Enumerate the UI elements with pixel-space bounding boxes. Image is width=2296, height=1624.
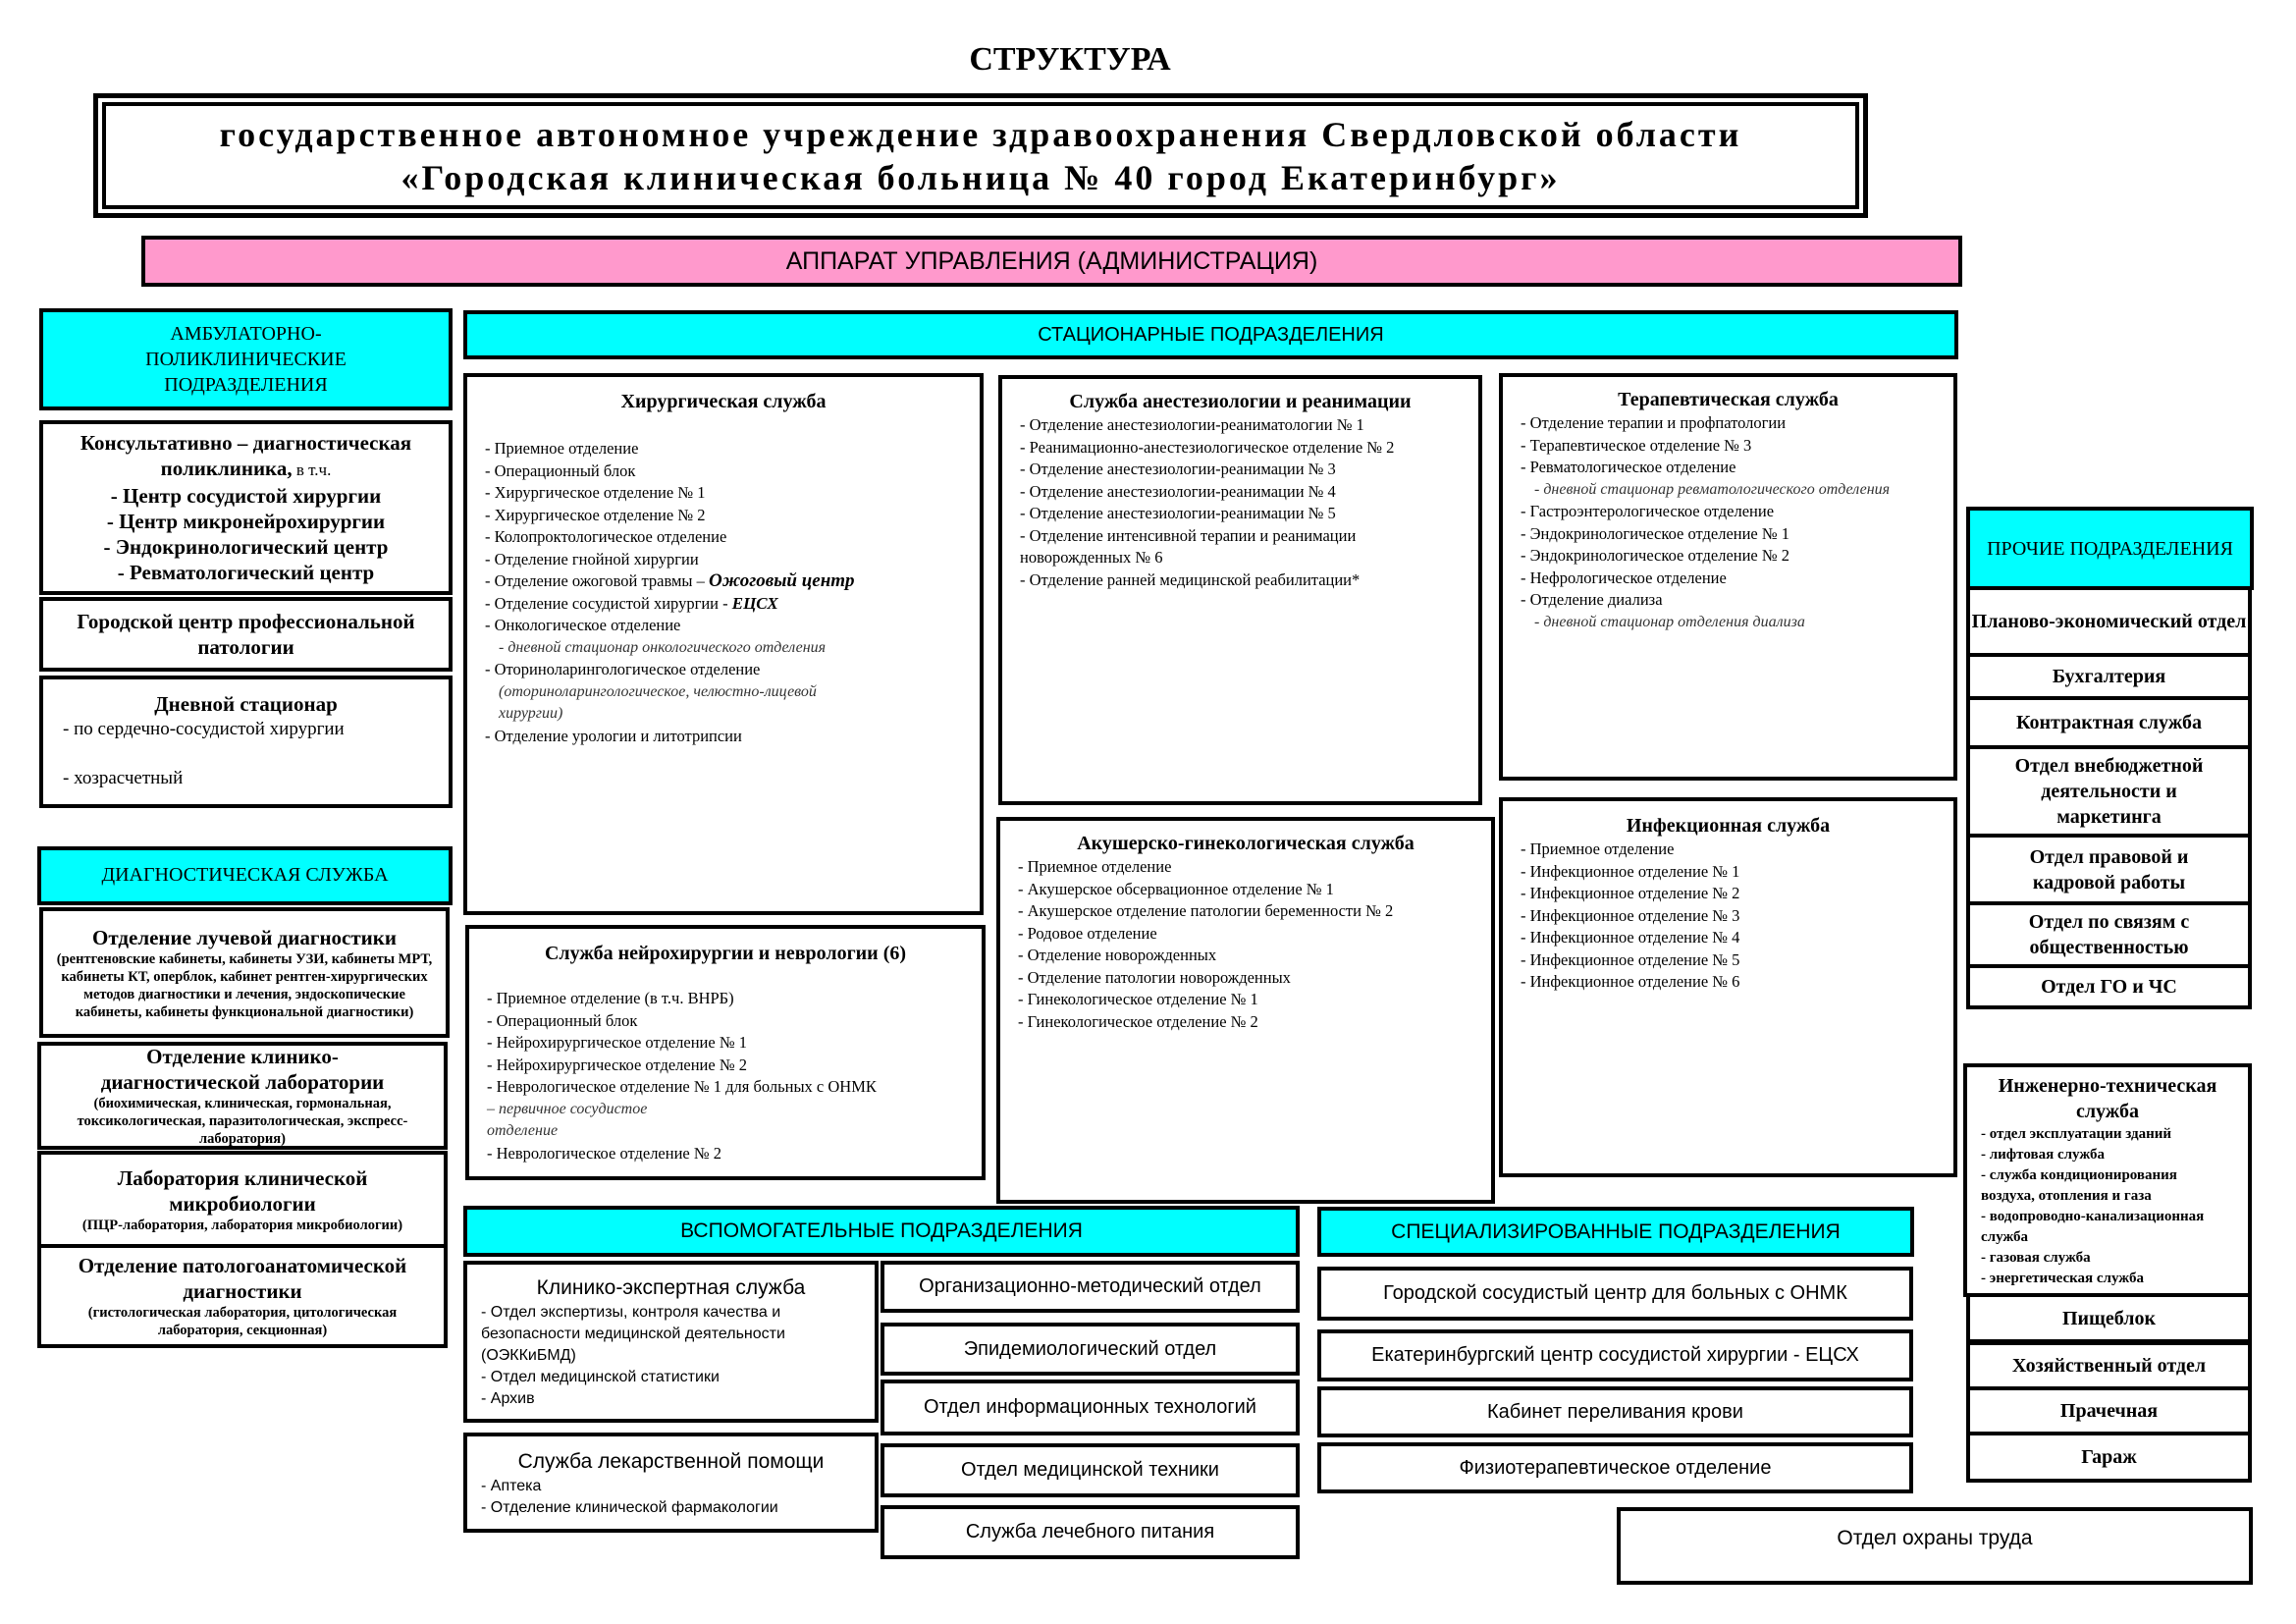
list-item: - Приемное отделение xyxy=(485,439,639,458)
list-item: - Операционный блок xyxy=(485,460,636,480)
other-unit[interactable]: Контрактная служба xyxy=(1966,696,2252,749)
list-item: - Эндокринологическое отделение № 1 xyxy=(1521,523,1789,543)
pharmacy-service-box[interactable] xyxy=(463,1433,879,1533)
diagnostic-unit-title: Лаборатория клинической микробиологии xyxy=(117,1166,368,1216)
list-subitem: - дневной стационар ревматологического отделения xyxy=(1534,480,1891,498)
list-item: - Отделение гнойной хирургии xyxy=(485,549,699,568)
organization-name-line1: государственное автономное учреждение здравоохранения Свердловской области xyxy=(219,114,1742,154)
specialized-header[interactable]: СПЕЦИАЛИЗИРОВАННЫЕ ПОДРАЗДЕЛЕНИЯ xyxy=(1317,1207,1914,1257)
day-hospital-box[interactable] xyxy=(39,676,453,808)
list-item: - Отделение интенсивной терапии и реанимации новорожденных № 6 xyxy=(1020,525,1357,567)
infectious-list xyxy=(1521,839,1936,994)
obstetrics-service-title: Акушерско-гинекологическая служба xyxy=(1077,833,1415,854)
anesthesia-list xyxy=(1020,414,1461,591)
list-item: - газовая служба xyxy=(1981,1250,2091,1266)
specialized-unit[interactable]: Екатеринбургский центр сосудистой хирургии - ЕЦСХ xyxy=(1317,1329,1913,1381)
list-item: - Акушерское отделение патологии беременности № 2 xyxy=(1018,901,1394,920)
diagnostic-header[interactable]: ДИАГНОСТИЧЕСКАЯ СЛУЖБА xyxy=(37,846,453,905)
diagnostic-unit[interactable] xyxy=(37,1244,448,1348)
anesthesia-service-title: Служба анестезиологии и реанимации xyxy=(1069,391,1412,412)
specialized-unit[interactable]: Физиотерапевтическое отделение xyxy=(1317,1442,1913,1493)
list-item: - Гинекологическое отделение № 1 xyxy=(1018,990,1258,1008)
day-hospital-item: - хозрасчетный xyxy=(63,768,184,788)
pharmacy-service-title: Служба лекарственной помощи xyxy=(517,1450,825,1473)
other-unit[interactable]: Бухгалтерия xyxy=(1966,653,2252,700)
list-item: - Отделение анестезиологии-реанимации № 5 xyxy=(1020,504,1336,522)
list-item: - Терапевтическое отделение № 3 xyxy=(1521,435,1752,455)
list-item: - Акушерское обсервационное отделение № 1 xyxy=(1018,879,1334,898)
day-hospital-title: Дневной стационар xyxy=(154,692,338,716)
expert-service-title: Клинико-экспертная служба xyxy=(536,1276,806,1299)
list-item: - Нейрохирургическое отделение № 2 xyxy=(487,1055,747,1074)
list-item: - Неврологическое отделение № 1 для больных с ОНМК xyxy=(487,1077,877,1096)
list-item: - Приемное отделение xyxy=(1521,839,1675,858)
list-item: - Гастроэнтерологическое отделение xyxy=(1521,502,1775,520)
list-item: - Отделение терапии и профпатологии xyxy=(1521,413,1787,432)
list-item: - Отделение диализа xyxy=(1521,590,1663,609)
obstetrics-list xyxy=(1018,856,1473,1033)
neuro-service-title: Служба нейрохирургии и неврологии (6) xyxy=(544,943,907,964)
list-item: - Инфекционное отделение № 5 xyxy=(1521,949,1740,969)
infectious-service-box[interactable] xyxy=(1499,797,1957,1177)
diagnostic-unit-title: Отделение клинико-диагностической лаборатории xyxy=(100,1045,385,1094)
list-item: - Операционный блок xyxy=(487,1010,638,1030)
list-item: - Гинекологическое отделение № 2 xyxy=(1018,1011,1258,1031)
list-item: - Оториноларингологическое отделение xyxy=(485,660,761,678)
other-unit[interactable]: Отдел правовой и кадровой работы xyxy=(1966,834,2252,905)
diagnostic-unit-title: Отделение патологоанатомической диагностики xyxy=(78,1254,407,1303)
auxiliary-department[interactable]: Эпидемиологический отдел xyxy=(881,1323,1300,1376)
therapy-service-box[interactable] xyxy=(1499,373,1957,781)
other-unit[interactable]: Отдел внебюджетной деятельности и маркетинга xyxy=(1966,745,2252,838)
anesthesia-service-box[interactable] xyxy=(998,375,1482,805)
polyclinic-item: - Ревматологический центр xyxy=(117,561,375,584)
specialized-unit[interactable]: Городской сосудистый центр для больных с ОНМК xyxy=(1317,1267,1913,1321)
infectious-service-title: Инфекционная служба xyxy=(1626,815,1831,837)
administration-box[interactable]: АППАРАТ УПРАВЛЕНИЯ (АДМИНИСТРАЦИЯ) xyxy=(141,236,1962,287)
pharmacy-list xyxy=(481,1476,861,1519)
neuro-list xyxy=(487,988,964,1164)
list-item: - Отделение новорожденных xyxy=(1018,946,1217,964)
list-item: - Инфекционное отделение № 4 xyxy=(1521,928,1740,947)
list-item: - Родовое отделение xyxy=(1018,923,1157,943)
list-item xyxy=(485,570,962,593)
outpatient-header[interactable]: АМБУЛАТОРНО-ПОЛИКЛИНИЧЕСКИЕ ПОДРАЗДЕЛЕНИЯ xyxy=(39,308,453,410)
list-item: - Инфекционное отделение № 2 xyxy=(1521,884,1740,902)
list-item: - Ревматологическое отделение xyxy=(1521,458,1736,476)
list-item: - водопроводно-канализационная служба xyxy=(1981,1209,2205,1245)
polyclinic-title: Консультативно – диагностическая поликлиника, xyxy=(80,431,412,480)
labor-safety-department[interactable]: Отдел охраны труда xyxy=(1617,1507,2253,1585)
list-item: - Колопроктологическое отделение xyxy=(485,527,727,546)
list-item: - Реанимационно-анестезиологическое отделение № 2 xyxy=(1020,437,1395,457)
expert-service-box[interactable] xyxy=(463,1261,879,1423)
other-unit[interactable]: Гараж xyxy=(1966,1432,2252,1483)
list-subitem: – первичное сосудистое отделение xyxy=(487,1100,648,1139)
neuro-service-box[interactable] xyxy=(465,925,986,1180)
burn-prefix: - Отделение ожоговой травмы – xyxy=(485,571,710,590)
other-unit[interactable]: Отдел по связям с общественностью xyxy=(1966,901,2252,968)
surgery-service-title: Хирургическая служба xyxy=(620,391,827,412)
list-subitem: - дневной стационар онкологического отделения xyxy=(499,638,827,656)
diagnostic-unit-title: Отделение лучевой диагностики xyxy=(92,925,397,949)
list-item: - Отделение урологии и литотрипсии xyxy=(485,726,742,745)
diagnostic-unit-details: (гистологическая лаборатория, цитологическая лаборатория, секционная) xyxy=(87,1305,398,1338)
polyclinic-item: - Центр сосудистой хирургии xyxy=(110,484,382,508)
list-item: - Отделение анестезиологии-реаниматологии № 1 xyxy=(1020,415,1364,434)
list-item: - отдел эксплуатации зданий xyxy=(1981,1126,2172,1142)
list-item xyxy=(485,593,962,616)
list-item: - Архив xyxy=(481,1390,535,1407)
list-item: - Отдел экспертизы, контроля качества и безопасности медицинской деятельности (ОЭККиБМД) xyxy=(481,1304,785,1364)
surgery-list xyxy=(485,438,962,747)
list-item: - Отделение ранней медицинской реабилитации* xyxy=(1020,569,1361,589)
list-item: - Хирургическое отделение № 2 xyxy=(485,505,706,524)
list-item: - энергетическая служба xyxy=(1981,1271,2144,1286)
list-item: - Нефрологическое отделение xyxy=(1521,568,1727,587)
auxiliary-department[interactable]: Отдел информационных технологий xyxy=(881,1380,1300,1435)
list-item: - Отделение анестезиологии-реанимации № 4 xyxy=(1020,481,1336,501)
diagnostic-unit[interactable] xyxy=(37,1151,448,1249)
diagnostic-unit[interactable] xyxy=(39,907,450,1038)
auxiliary-department[interactable]: Организационно-методический отдел xyxy=(881,1261,1300,1313)
list-item: - Нейрохирургическое отделение № 1 xyxy=(487,1033,747,1052)
therapy-list xyxy=(1521,412,1936,633)
therapy-service-title: Терапевтическая служба xyxy=(1618,389,1839,410)
other-unit[interactable]: Пищеблок xyxy=(1966,1293,2252,1343)
surgery-service-box[interactable] xyxy=(463,373,984,915)
engineering-service-title: Инженерно-техническая служба xyxy=(1998,1075,2217,1122)
list-item: - Инфекционное отделение № 3 xyxy=(1521,905,1740,925)
expert-list xyxy=(481,1302,861,1410)
list-item: - служба кондиционирования воздуха, отопления и газа xyxy=(1981,1167,2177,1204)
list-subitem: (оториноларингологическое, челюстно-лицевой хирургии) xyxy=(499,682,817,722)
page-title: СТРУКТУРА xyxy=(969,41,1171,78)
other-unit[interactable]: Прачечная xyxy=(1966,1386,2252,1435)
vascular-emphasis: ЕЦСХ xyxy=(731,593,778,613)
list-item: - Аптека xyxy=(481,1478,542,1494)
list-item: - Инфекционное отделение № 6 xyxy=(1521,972,1740,991)
other-unit[interactable]: Отдел ГО и ЧС xyxy=(1966,964,2252,1009)
auxiliary-header[interactable]: ВСПОМОГАТЕЛЬНЫЕ ПОДРАЗДЕЛЕНИЯ xyxy=(463,1206,1300,1257)
inpatient-header[interactable]: СТАЦИОНАРНЫЕ ПОДРАЗДЕЛЕНИЯ xyxy=(463,310,1958,359)
other-unit[interactable]: Планово-экономический отдел xyxy=(1966,586,2252,657)
list-item: - Отделение клинической фармакологии xyxy=(481,1499,778,1516)
polyclinic-box[interactable] xyxy=(39,420,453,595)
list-item: - Приемное отделение (в т.ч. ВНРБ) xyxy=(487,989,734,1007)
list-item: - лифтовая служба xyxy=(1981,1147,2105,1163)
other-unit[interactable]: Хозяйственный отдел xyxy=(1966,1341,2252,1390)
list-item: - Инфекционное отделение № 1 xyxy=(1521,861,1740,881)
polyclinic-item: - Эндокринологический центр xyxy=(103,535,389,559)
diagnostic-unit-details: (рентгеновские кабинеты, кабинеты УЗИ, кабинеты МРТ, кабинеты КТ, оперблок, кабинет рентген-хирургических методов диагностики и лечения, эндоскопические кабинеты, кабинеты функциональной диагностики) xyxy=(56,950,433,1020)
diagnostic-unit[interactable] xyxy=(37,1042,448,1150)
list-item: - Эндокринологическое отделение № 2 xyxy=(1521,546,1789,565)
specialized-unit[interactable]: Кабинет переливания крови xyxy=(1317,1386,1913,1437)
diagnostic-unit-details: (ПЦР-лаборатория, лаборатория микробиологии) xyxy=(81,1218,403,1233)
list-item: - Отделение патологии новорожденных xyxy=(1018,967,1291,987)
other-header[interactable]: ПРОЧИЕ ПОДРАЗДЕЛЕНИЯ xyxy=(1966,507,2254,590)
occupational-pathology-center[interactable]: Городской центр профессиональной патологии xyxy=(39,597,453,672)
day-hospital-item: - по сердечно-сосудистой хирургии xyxy=(63,719,345,739)
polyclinic-item: - Центр микронейрохирургии xyxy=(106,510,386,533)
list-item: - Неврологическое отделение № 2 xyxy=(487,1143,721,1163)
obstetrics-service-box[interactable] xyxy=(996,817,1495,1204)
diagnostic-unit-details: (биохимическая, клиническая, гормональная, токсикологическая, паразитологическая, экспресс-лаборатория) xyxy=(77,1096,408,1147)
vascular-prefix: - Отделение сосудистой хирургии - xyxy=(485,593,732,613)
auxiliary-department[interactable]: Отдел медицинской техники xyxy=(881,1443,1300,1497)
list-subitem: - дневной стационар отделения диализа xyxy=(1534,613,1805,630)
list-item: - Онкологическое отделение xyxy=(485,616,681,634)
polyclinic-suffix: в т.ч. xyxy=(292,460,332,479)
engineering-service-box[interactable] xyxy=(1963,1063,2252,1297)
list-item: - Приемное отделение xyxy=(1018,857,1172,876)
organization-box xyxy=(93,93,1868,218)
list-item: - Хирургическое отделение № 1 xyxy=(485,483,706,502)
organization-name-line2: «Городская клиническая больница № 40 город Екатеринбург» xyxy=(400,157,1561,197)
auxiliary-department[interactable]: Служба лечебного питания xyxy=(881,1505,1300,1559)
engineering-list xyxy=(1981,1124,2234,1289)
burn-center-emphasis: Ожоговый центр xyxy=(709,570,855,591)
list-item: - Отделение анестезиологии-реанимации № 3 xyxy=(1020,460,1336,478)
list-item: - Отдел медицинской статистики xyxy=(481,1369,720,1385)
